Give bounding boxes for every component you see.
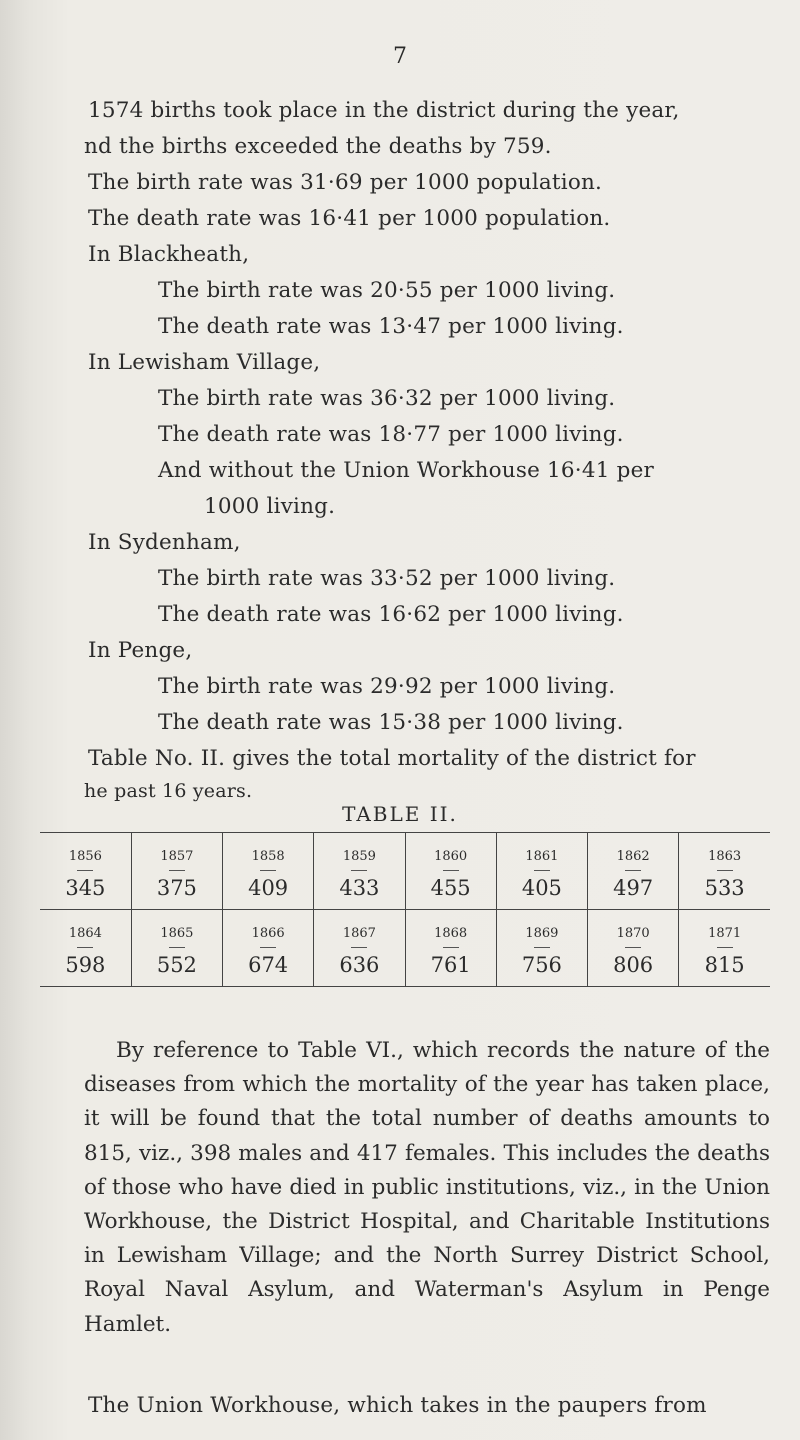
deaths-cell: 405 [521, 876, 562, 900]
year-cell: 1862 [588, 833, 679, 870]
deaths-cell: 636 [339, 953, 380, 977]
deaths-cell: 375 [156, 876, 197, 900]
year-cell: 1865 [131, 910, 222, 947]
text-line: The death rate was 16·62 per 1000 living. [158, 602, 624, 627]
text-line: And without the Union Workhouse 16·41 per [158, 458, 654, 483]
text-line: The death rate was 15·38 per 1000 living. [158, 710, 624, 735]
dash-mark [625, 870, 641, 871]
page-number: 7 [393, 44, 407, 69]
year-cell: 1871 [708, 926, 742, 941]
deaths-cell: 533 [704, 876, 745, 900]
deaths-cell: 761 [430, 953, 471, 977]
dash-mark [77, 870, 93, 871]
year-cell: 1863 [708, 849, 742, 864]
dash-mark [717, 870, 733, 871]
deaths-cell: 806 [613, 953, 654, 977]
text-line: The death rate was 18·77 per 1000 living. [158, 422, 624, 447]
deaths-cell: 552 [156, 953, 197, 977]
body-paragraph: By reference to Table VI., which records the nature of the diseases from which the mortality of the year has taken place, it will be found that the total number of deaths amounts to 815, viz., 398 males and 417 females. This includes the deaths of those who have died in public institutions, viz., in the Union Workhouse, the District Hospital, and Charitable Institutions in Lewisham Village; and the North Surrey District School, Royal Naval Asylum, and Waterman's Asylum in Penge Hamlet. [84, 1038, 770, 1337]
year-cell: 1856 [40, 833, 131, 870]
dash-mark [77, 947, 93, 948]
text-line: nd the births exceeded the deaths by 759. [84, 134, 552, 159]
dash-mark [169, 870, 185, 871]
text-line: In Penge, [88, 638, 193, 663]
text-line: Table No. II. gives the total mortality of the district for [88, 746, 696, 771]
dash-mark [351, 947, 367, 948]
deaths-cell: 598 [65, 953, 106, 977]
year-cell: 1868 [405, 910, 496, 947]
text-line: The birth rate was 20·55 per 1000 living. [158, 278, 616, 303]
year-cell: 1869 [496, 910, 587, 947]
dash-mark [534, 870, 550, 871]
deaths-cell: 345 [65, 876, 106, 900]
dash-mark [351, 870, 367, 871]
year-cell: 1866 [223, 910, 314, 947]
deaths-cell: 409 [248, 876, 289, 900]
dash-mark [260, 947, 276, 948]
dash-mark [717, 947, 733, 948]
year-cell: 1859 [314, 833, 405, 870]
table-row [40, 910, 770, 947]
table-row [40, 833, 770, 870]
text-line: The birth rate was 36·32 per 1000 living. [158, 386, 616, 411]
year-cell: 1867 [314, 910, 405, 947]
dash-mark [260, 870, 276, 871]
year-cell: 1860 [405, 833, 496, 870]
text-line: In Blackheath, [88, 242, 250, 267]
year-cell: 1858 [223, 833, 314, 870]
text-line: In Sydenham, [88, 530, 241, 555]
deaths-cell: 455 [430, 876, 471, 900]
year-cell: 1857 [131, 833, 222, 870]
text-line: The birth rate was 31·69 per 1000 population. [88, 170, 603, 195]
text-line: 1574 births took place in the district during the year, [88, 98, 680, 123]
table-row [40, 946, 770, 987]
year-cell: 1870 [588, 910, 679, 947]
dash-mark [169, 947, 185, 948]
text-line: The death rate was 16·41 per 1000 population. [88, 206, 611, 231]
dash-mark [534, 947, 550, 948]
text-line: The death rate was 13·47 per 1000 living. [158, 314, 624, 339]
text-line: 1000 living. [204, 494, 336, 519]
text-line: The Union Workhouse, which takes in the paupers from [88, 1393, 707, 1418]
deaths-cell: 756 [521, 953, 562, 977]
deaths-cell: 815 [704, 953, 745, 977]
year-cell: 1861 [496, 833, 587, 870]
dash-mark [443, 947, 459, 948]
table-caption: TABLE II. [342, 802, 458, 826]
text-line: The birth rate was 29·92 per 1000 living. [158, 674, 616, 699]
deaths-cell: 433 [339, 876, 380, 900]
deaths-cell: 674 [248, 953, 289, 977]
text-line: The birth rate was 33·52 per 1000 living. [158, 566, 616, 591]
mortality-table [40, 832, 770, 987]
text-line: In Lewisham Village, [88, 350, 321, 375]
dash-mark [443, 870, 459, 871]
text-line: he past 16 years. [84, 780, 253, 802]
table-row [40, 869, 770, 910]
dash-mark [625, 947, 641, 948]
year-cell: 1864 [40, 910, 131, 947]
deaths-cell: 497 [613, 876, 654, 900]
